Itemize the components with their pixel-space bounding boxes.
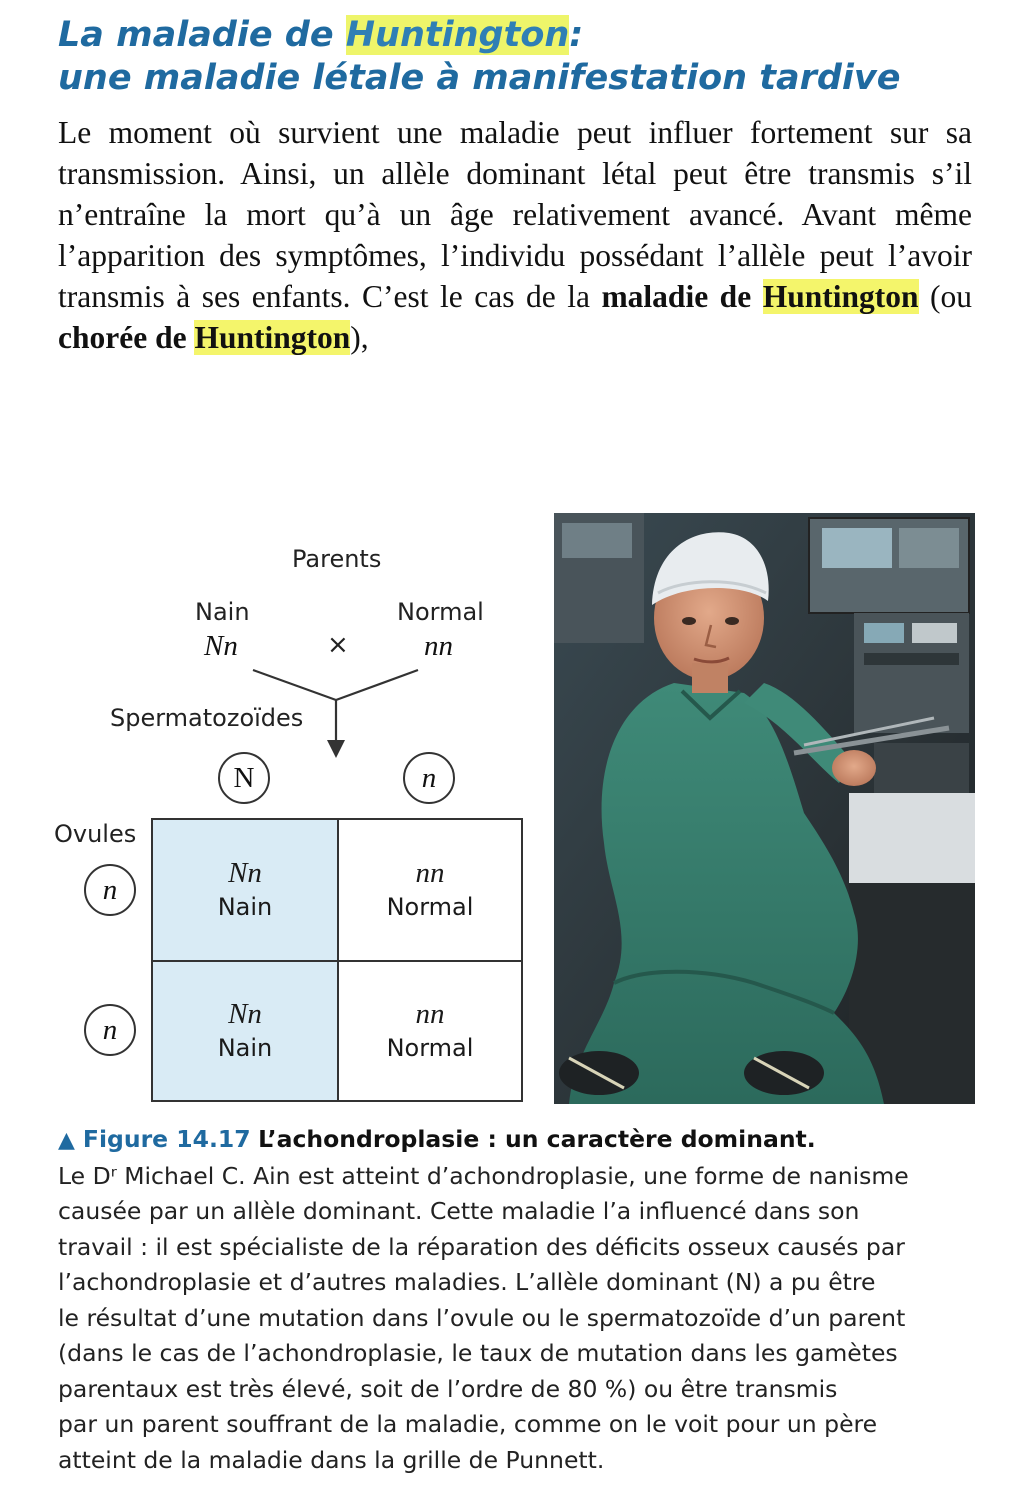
punnett-cell bbox=[151, 960, 339, 1102]
cross-symbol: × bbox=[327, 630, 349, 660]
heading-text: La maladie de bbox=[58, 15, 346, 55]
punnett-cell bbox=[337, 818, 523, 962]
heading-highlight: Huntington bbox=[345, 15, 570, 55]
cell-phenotype: Nain bbox=[217, 1034, 273, 1062]
sperm-label: Spermatozoïdes bbox=[110, 704, 304, 732]
caption-line: parentaux est très élevé, soit de l’ordre de 80 %) ou être transmis bbox=[58, 1374, 838, 1403]
cell-phenotype: Nain bbox=[217, 893, 273, 921]
parent2-genotype: nn bbox=[424, 630, 453, 662]
intro-highlight-term: Huntington bbox=[762, 279, 919, 314]
cell-phenotype: Normal bbox=[386, 1034, 474, 1062]
caption-body bbox=[58, 1159, 958, 1479]
ovum-gamete-1: n bbox=[84, 864, 136, 916]
heading-colon: : bbox=[569, 15, 584, 55]
section-heading bbox=[58, 14, 988, 100]
intro-text: ), bbox=[350, 320, 369, 355]
caption-line: le résultat d’une mutation dans l’ovule ou le spermatozoïde d’un parent bbox=[58, 1303, 906, 1332]
cell-genotype: Nn bbox=[228, 998, 262, 1030]
punnett-cell bbox=[337, 960, 523, 1102]
ova-label: Ovules bbox=[54, 820, 137, 848]
intro-highlight-term: Huntington bbox=[194, 320, 351, 355]
caption-line: causée par un allèle dominant. Cette maladie l’a influencé dans son bbox=[58, 1197, 860, 1225]
sperm-gamete-N: N bbox=[218, 752, 270, 804]
triangle-icon: ▲ bbox=[58, 1128, 75, 1153]
caption-line: atteint de la maladie dans la grille de Punnett. bbox=[58, 1445, 605, 1474]
caption-line: Le Dʳ Michael C. Ain est atteint d’achondroplasie, une forme de nanisme bbox=[58, 1161, 909, 1190]
cell-genotype: Nn bbox=[228, 857, 262, 889]
caption-line: par un parent souffrant de la maladie, comme on le voit pour un père bbox=[58, 1410, 878, 1438]
cell-genotype: nn bbox=[415, 998, 445, 1030]
caption-header bbox=[58, 1122, 958, 1159]
intro-text: Le moment où survient une maladie peut influer fortement sur sa transmission. Ainsi, un allèle dominant létal peut être transmis s’il n’entraîne la mort qu’à un âge relativement avancé. Avant même l’apparition des symptômes, l’individu possédant l’allèle peut l’avoir transmis à ses enfants. C’est le cas de la bbox=[58, 115, 972, 314]
caption-line: (dans le cas de l’achondroplasie, le taux de mutation dans les gamètes bbox=[58, 1339, 898, 1367]
surgeon-photo bbox=[554, 513, 975, 1104]
intro-text: (ou bbox=[918, 279, 972, 314]
punnett-diagram bbox=[40, 530, 540, 1110]
parent2-phenotype: Normal bbox=[397, 598, 484, 626]
figure-number: Figure 14.17 bbox=[82, 1125, 251, 1153]
sperm-gamete-n: n bbox=[403, 752, 455, 804]
caption-line: l’achondroplasie et d’autres maladies. L’allèle dominant (N) a pu être bbox=[58, 1268, 876, 1296]
parent1-phenotype: Nain bbox=[195, 598, 250, 626]
parents-label: Parents bbox=[292, 545, 382, 573]
parent1-genotype: Nn bbox=[204, 630, 238, 662]
heading-line-2: une maladie létale à manifestation tardive bbox=[58, 58, 901, 98]
intro-bold-term: chorée de bbox=[58, 320, 195, 355]
photo-illustration bbox=[554, 513, 975, 1104]
cell-phenotype: Normal bbox=[386, 893, 474, 921]
heading-line-1 bbox=[58, 14, 988, 57]
caption-title: L’achondroplasie : un caractère dominant. bbox=[258, 1125, 816, 1153]
intro-paragraph bbox=[58, 112, 972, 358]
punnett-cell bbox=[151, 818, 339, 962]
ovum-gamete-2: n bbox=[84, 1004, 136, 1056]
figure-caption bbox=[58, 1122, 958, 1478]
intro-bold-term: maladie de bbox=[601, 279, 763, 314]
cross-arrows bbox=[40, 530, 540, 790]
cell-genotype: nn bbox=[415, 857, 445, 889]
caption-line: travail : il est spécialiste de la réparation des déficits osseux causés par bbox=[58, 1232, 905, 1261]
